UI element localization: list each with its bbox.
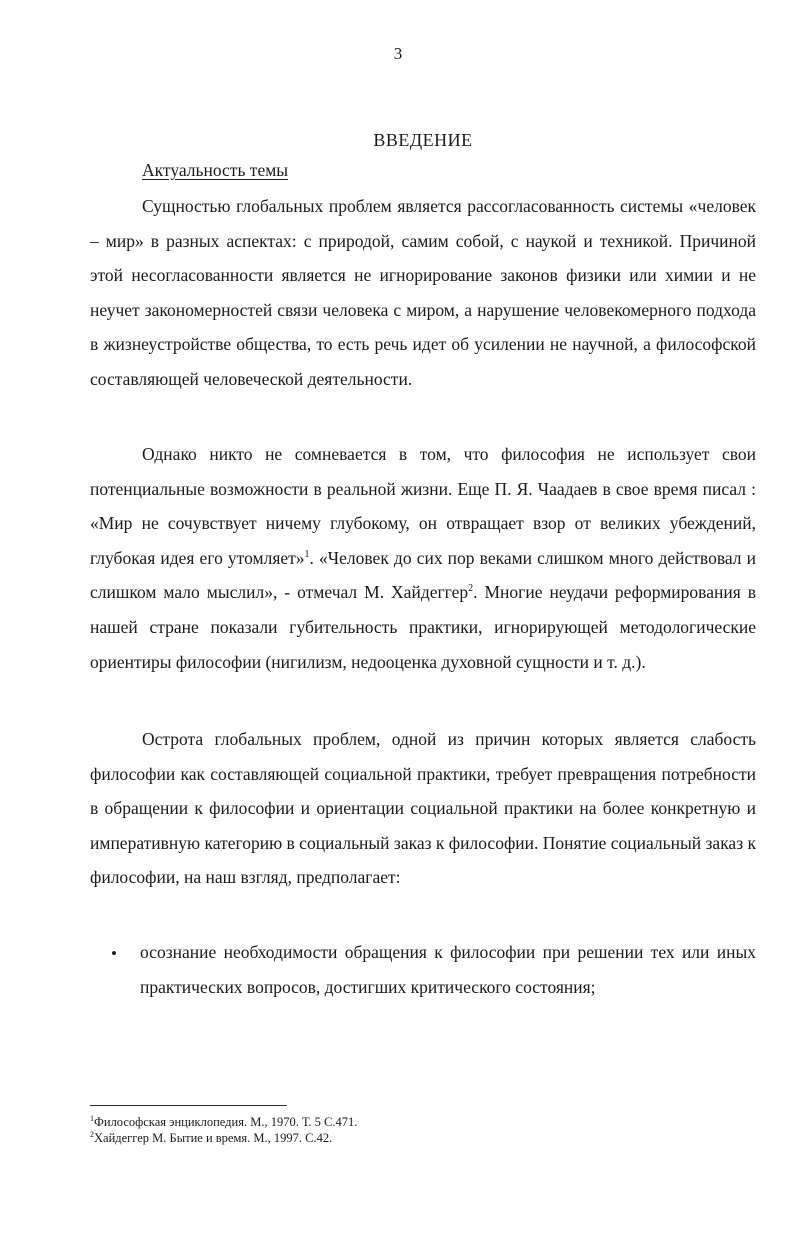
footnote-reference: 2	[468, 583, 474, 595]
footnote-divider	[90, 1105, 287, 1106]
footnote-text: Хайдеггер М. Бытие и время. М., 1997. С.42.	[94, 1131, 333, 1145]
paragraph-philosophy-potential	[90, 437, 756, 679]
paragraph-text: . Многие неудачи реформирования в нашей стране показали губительность практики, игнорирующей методологические ориентиры философии (нигилизм, недооценка духовной сущности и т. д.).	[90, 582, 757, 672]
paragraph-text: Однако никто не сомневается в том, что философия не использует свои потенциальные возможности в реальной жизни. Еще П. Я. Чаадаев в свое время писал : «Мир не сочувствует ничему глубокому, он отвращает взор от великих убеждений, глубокая идея его утомляет»	[90, 444, 756, 568]
section-heading: ВВЕДЕНИЕ	[373, 130, 473, 150]
bullet-item: осознание необходимости обращения к философии при решении тех или иных практических вопросов, достигших критического состояния;	[140, 942, 756, 997]
paragraph-social-order: Острота глобальных проблем, одной из причин которых является слабость философии как составляющей социальной практики, требует превращения потребности в обращении к философии и ориентации социальной практики на более конкретную и императивную категорию в социальный заказ к философии. Понятие социальный заказ к философии, на наш взгляд, предполагает:	[90, 729, 756, 888]
page-number: 3	[393, 44, 403, 63]
footnote-mark: 2	[90, 1130, 94, 1139]
footnote-1	[90, 1114, 357, 1130]
paragraph-text: . «Человек до сих пор веками слишком много действовал и слишком мало мыслил», - отмечал М. Хайдеггер	[90, 547, 756, 603]
footnote-2	[90, 1130, 332, 1146]
footnote-reference: 1	[304, 548, 310, 560]
paragraph-essence: Сущностью глобальных проблем является рассогласованность системы «человек – мир» в разных аспектах: с природой, самим собой, с наукой и техникой. Причиной этой несогласованности является не игнорирование законов физики или химии и не неучет закономерностей связи человека с миром, а нарушение человекомерного подхода в жизнеустройстве общества, то есть речь идет об усилении не научной, а философской составляющей человеческой деятельности.	[90, 196, 756, 389]
footnote-mark: 1	[90, 1114, 94, 1123]
footnote-text: Философская энциклопедия. М., 1970. Т. 5 С.471.	[94, 1115, 358, 1129]
bullet-marker: •	[111, 944, 117, 963]
subsection-heading: Актуальность темы	[142, 160, 289, 180]
